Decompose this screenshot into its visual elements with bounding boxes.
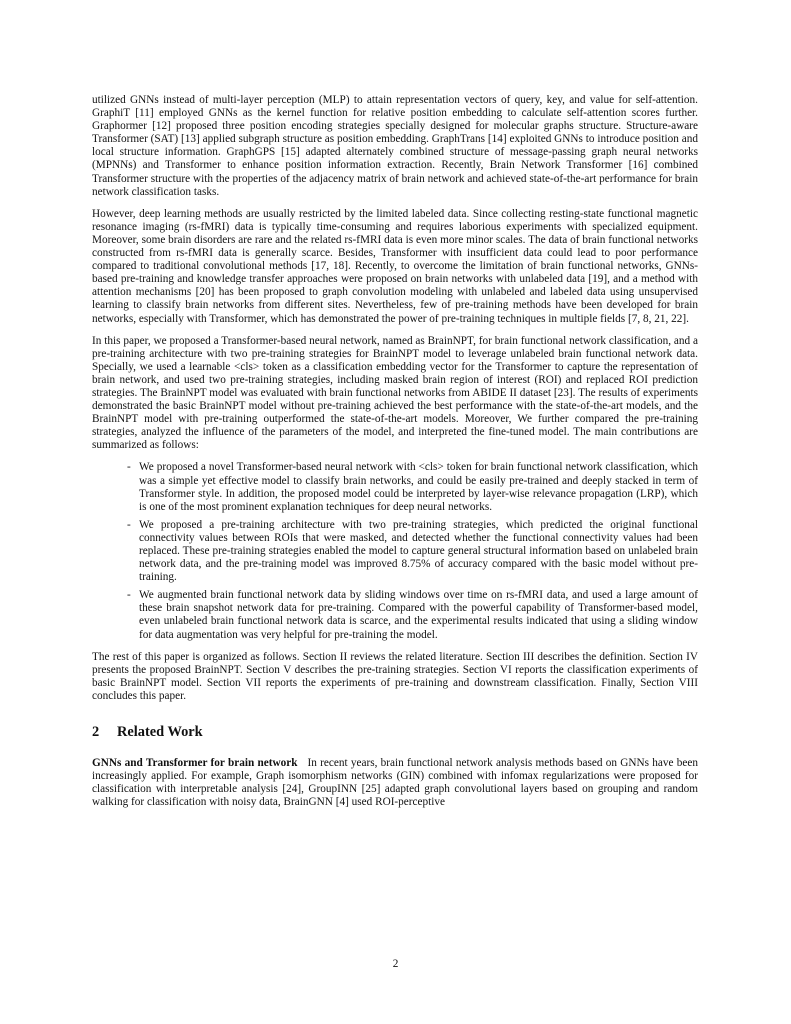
- contribution-text: We proposed a novel Transformer-based neural network with <cls> token for brain functional network classification, which was a simple yet effective model to classify brain networks, and could be easily pre-trained and deeply stacked in term of Transformer style. In addition, the proposed model could be interpreted by layer-wise relevance propagation (LRP), which is one of the most prominent explanation techniques for deep neural networks.: [139, 461, 698, 513]
- contribution-text: We proposed a pre-training architecture with two pre-training strategies, which predicted the original functional connectivity values between ROIs that were masked, and detected whether the functional connectivity values had been replaced. These pre-training strategies enabled the model to capture general structural information based on unlabeled brain network data, and the pre-training model was improved 8.75% of accuracy compared with the basic model without pre-training.: [139, 518, 698, 584]
- page-body: [92, 94, 698, 818]
- contribution-item: [127, 589, 698, 641]
- paragraph-transformer-graph-review: utilized GNNs instead of multi-layer perception (MLP) to attain representation vectors of query, key, and value for self-attention. GraphiT [11] employed GNNs as the kernel function for relative position embedding to calculate self-attention scores further. Graphormer [12] proposed three position encoding strategies specially designed for molecular graphs structure. Structure-aware Transformer (SAT) [13] applied subgraph structure as position embedding. GraphTrans [14] exploited GNNs to introduce position and local structure information. GraphGPS [15] adapted alternately combined structure of message-passing graph neural networks (MPNNs) and Transformer to enhance position information extraction. Recently, Brain Network Transformer [16] combined Transformer structure with the properties of the adjacency matrix of brain network and achieved state-of-the-art performance for brain network classification tasks.: [92, 94, 698, 198]
- contribution-item: [127, 461, 698, 513]
- section-number: 2: [92, 724, 100, 741]
- run-in-heading: GNNs and Transformer for brain network: [92, 757, 298, 770]
- page-number: 2: [392, 958, 399, 970]
- dash-bullet: -: [127, 461, 131, 474]
- paragraph-related-work: [92, 757, 698, 809]
- contribution-text: We augmented brain functional network data by sliding windows over time on rs-fMRI data, and used a large amount of these brain snapshot network data for pre-training. Compared with the powerful capability of Transformer-based model, even unlabeled brain functional network data is scarce, and the experimental results indicated that using a sliding window for data augmentation was very helpful for pre-training the model.: [139, 589, 698, 641]
- dash-bullet: -: [127, 518, 131, 531]
- paragraph-limited-labeled-data: However, deep learning methods are usually restricted by the limited labeled data. Since collecting resting-state functional magnetic resonance imaging (rs-fMRI) data is typically time-consuming and requires laborious experiments with specialized equipment. Moreover, some brain disorders are rare and the related rs-fMRI data is even more minor scales. The data of brain functional networks constructed from rs-fMRI data is generally scarce. Besides, Transformer with insufficient data could lead to poor performance compared to traditional convolutional methods [17, 18]. Recently, to overcome the limitation of brain functional networks, GNNs-based pre-training and knowledge transfer approaches were proposed on brain networks with unlabeled data [19], and a method with attention mechanisms [20] has been proposed to graph convolution modeling with unlabeled and labeled data using unsupervised learning to classify brain networks from different sites. Nevertheless, few of pre-training methods have been developed for brain networks, especially with Transformer, which has demonstrated the power of pre-training techniques in multiple fields [7, 8, 21, 22].: [92, 207, 698, 325]
- paragraph-brainnpt-proposal: In this paper, we proposed a Transformer-based neural network, named as BrainNPT, for brain functional network classification, and a pre-training architecture with two pre-training strategies for BrainNPT model to leverage unlabeled brain functional network data. Specially, we used a learnable <cls> token as a classification embedding vector for the Transformer to capture the representation of brain network, and used two pre-training strategies, including masked brain region of interest (ROI) and replaced ROI prediction strategies. The BrainNPT model was evaluated with brain functional networks from ABIDE II dataset [23]. The results of experiments demonstrated the basic BrainNPT model without pre-training achieved the best performance with the state-of-the-art models, and the BrainNPT model with pre-training outperformed the state-of-the-art models. Moreover, We further compared the pre-training strategies, analyzed the influence of the parameters of the model, and interpreted the fine-tuned model. The main contributions are summarized as follows:: [92, 334, 698, 452]
- related-work-text: In recent years, brain functional network analysis methods based on GNNs have been increasingly applied. For example, Graph isomorphism networks (GIN) combined with infomax regularizations were proposed for classification with interpretable analysis [24], GroupINN [25] adapted graph convolutional layers based on grouping and random walking for classification with noisy data, BrainGNN [4] used ROI-perceptive: [92, 757, 698, 809]
- contributions-list: [92, 461, 698, 641]
- dash-bullet: -: [127, 589, 131, 602]
- paragraph-paper-organization: The rest of this paper is organized as follows. Section II reviews the related literature. Section III describes the definition. Section IV presents the proposed BrainNPT. Section V describes the pre-training strategies. Section VI reports the classification experiments of basic BrainNPT model. Section VII reports the experiments of pre-training and downstream classification. Finally, Section VIII concludes this paper.: [92, 650, 698, 702]
- section-title: Related Work: [117, 724, 203, 741]
- section-heading-related-work: [92, 723, 698, 741]
- contribution-item: [127, 518, 698, 584]
